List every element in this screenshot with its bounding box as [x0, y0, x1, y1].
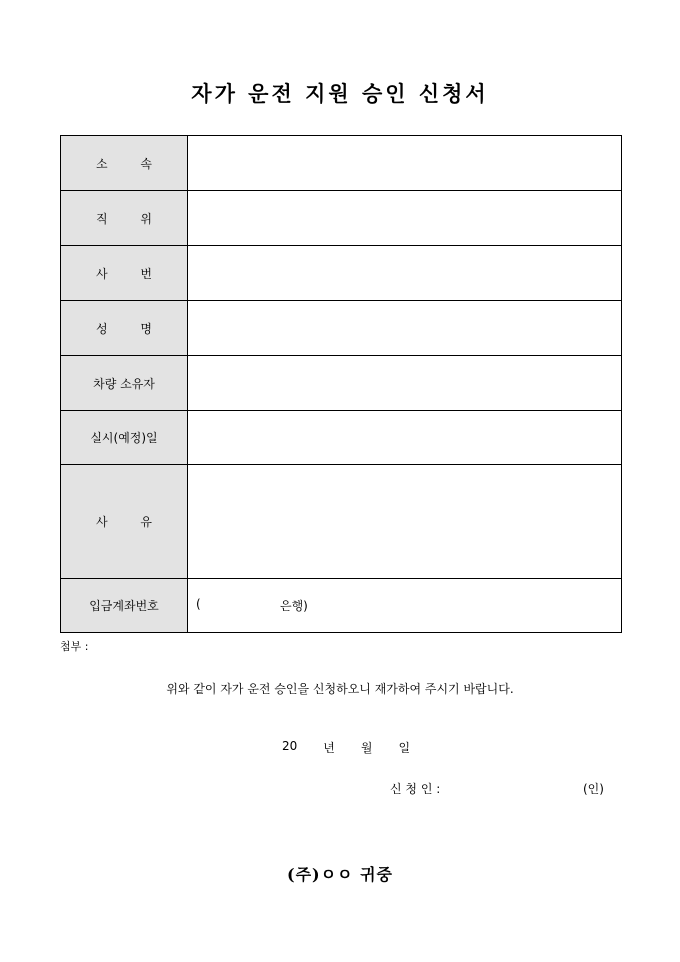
form-row-employee-number [61, 246, 622, 301]
form-row-bank-account [61, 579, 622, 633]
reason-label [61, 465, 188, 579]
reason-label-char-1: 사 [96, 515, 108, 529]
form-row-name [61, 301, 622, 356]
form-row-scheduled-date [61, 411, 622, 465]
affiliation-field[interactable] [188, 136, 622, 191]
form-row-vehicle-owner [61, 356, 622, 411]
employee-number-label [61, 246, 188, 301]
position-label [61, 191, 188, 246]
date-day-unit: 일 [398, 741, 411, 755]
position-label-char-1: 직 [96, 211, 108, 226]
name-field[interactable] [188, 301, 622, 356]
attachment-label: 첨부 : [60, 640, 89, 653]
employee-number-label-char-1: 사 [96, 266, 108, 281]
form-row-affiliation [61, 136, 622, 191]
affiliation-label-char-2: 속 [140, 156, 152, 171]
name-label-char-1: 성 [96, 321, 108, 336]
form-row-reason [61, 465, 622, 579]
bank-open-paren: ( [196, 597, 201, 611]
seal-label: (인) [583, 782, 604, 796]
reason-label-char-2: 유 [140, 515, 152, 529]
bank-account-field[interactable] [188, 579, 622, 633]
applicant-label: 신 청 인 : [390, 782, 441, 796]
request-statement: 위와 같이 자가 운전 승인을 신청하오니 재가하여 주시기 바랍니다. [166, 682, 514, 696]
position-field[interactable] [188, 191, 622, 246]
name-label-char-2: 명 [140, 321, 152, 336]
name-label [61, 301, 188, 356]
date-year-unit: 년 [323, 741, 335, 755]
scheduled-date-label: 실시(예정)일 [61, 411, 188, 465]
company-recipient: (주)ㅇㅇ 귀중 [287, 865, 393, 884]
employee-number-field[interactable] [188, 246, 622, 301]
form-row-position [61, 191, 622, 246]
application-form-table [60, 135, 622, 633]
date-month-unit: 월 [360, 741, 373, 755]
affiliation-label-char-1: 소 [96, 156, 108, 171]
employee-number-label-char-2: 번 [140, 266, 152, 281]
vehicle-owner-field[interactable] [188, 356, 622, 411]
date-year-prefix: 20 [282, 739, 298, 753]
bank-account-label: 입금계좌번호 [61, 579, 188, 633]
reason-field[interactable] [188, 465, 622, 579]
affiliation-label [61, 136, 188, 191]
date-line [282, 739, 410, 756]
position-label-char-2: 위 [140, 211, 152, 226]
scheduled-date-field[interactable] [188, 411, 622, 465]
vehicle-owner-label: 차량 소유자 [61, 356, 188, 411]
bank-suffix: 은행) [280, 599, 308, 613]
document-title: 자가 운전 지원 승인 신청서 [191, 81, 489, 106]
